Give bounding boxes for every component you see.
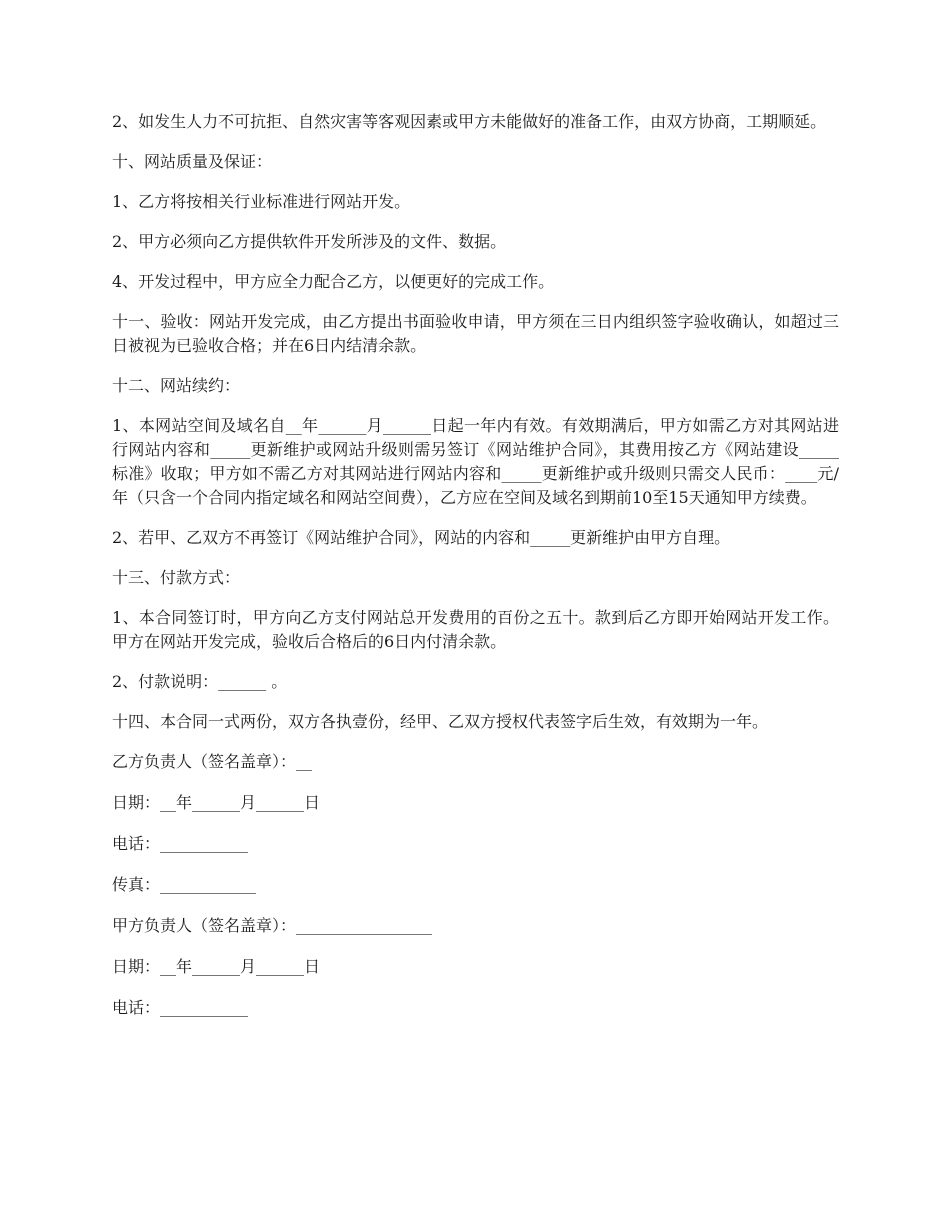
section-heading: 十、网站质量及保证： (112, 152, 273, 171)
clause-paragraph: 2、如发生人力不可抗拒、自然灾害等客观因素或甲方未能做好的准备工作，由双方协商，工期顺延。 (112, 112, 827, 131)
signature-fax-party-b: 传真：____________ (112, 875, 257, 894)
signature-phone-party-a: 电话：___________ (112, 998, 249, 1017)
section-heading: 十三、付款方式： (112, 568, 241, 587)
signature-date-party-a: 日期：__年______月______日 (112, 957, 321, 976)
signature-phone-party-b: 电话：___________ (112, 834, 249, 853)
clause-paragraph: 1、乙方将按相关行业标准进行网站开发。 (112, 192, 411, 211)
signature-party-a: 甲方负责人（签名盖章）：_________________ (112, 916, 433, 935)
section-heading: 十二、网站续约： (112, 376, 241, 395)
signature-party-b: 乙方负责人（签名盖章）：__ (112, 752, 313, 771)
signature-date-party-b: 日期：__年______月______日 (112, 793, 321, 812)
section-paragraph: 十一、验收：网站开发完成，由乙方提出书面验收申请，甲方须在三日内组织签字验收确认，如超过三日被视为已验收合格；并在6日内结清余款。 (112, 312, 839, 355)
clause-paragraph: 1、本合同签订时，甲方向乙方支付网站总开发费用的百份之五十。款到后乙方即开始网站开发工作。甲方在网站开发完成，验收后合格后的6日内付清余款。 (112, 608, 839, 651)
document-body (112, 110, 839, 1037)
clause-paragraph: 1、本网站空间及域名自__年______月______日起一年内有效。有效期满后，甲方如需乙方对其网站进行网站内容和_____更新维护或网站升级则需另签订《网站维护合同》，其费用按乙方《网站建设_____标准》收取；甲方如不需乙方对其网站进行网站内容和_____更新维护或升级则只需交人民币：____元/年（只含一个合同内指定域名和网站空间费），乙方应在空间及域名到期前10至15天通知甲方续费。 (112, 416, 839, 507)
clause-paragraph: 4、开发过程中，甲方应全力配合乙方，以便更好的完成工作。 (112, 272, 555, 291)
section-paragraph: 十四、本合同一式两份，双方各执壹份，经甲、乙双方授权代表签字后生效，有效期为一年。 (112, 712, 769, 731)
clause-paragraph: 2、甲方必须向乙方提供软件开发所涉及的文件、数据。 (112, 232, 507, 251)
clause-paragraph: 2、付款说明：______ 。 (112, 672, 288, 691)
clause-paragraph: 2、若甲、乙双方不再签订《网站维护合同》，网站的内容和_____更新维护由甲方自理。 (112, 528, 731, 547)
